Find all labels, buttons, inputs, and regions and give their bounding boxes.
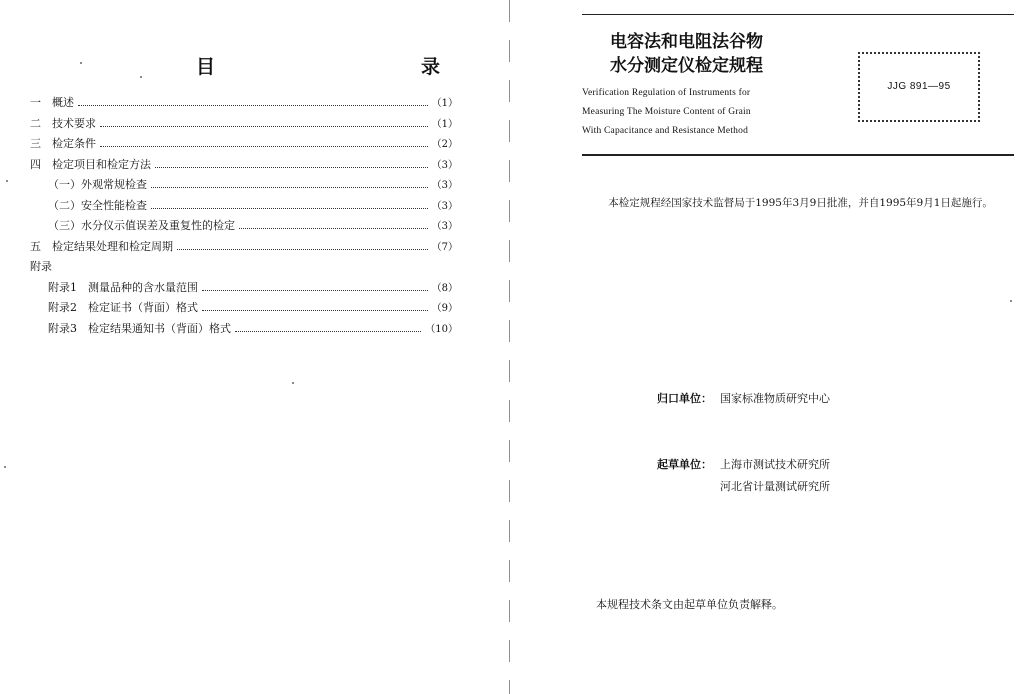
toc-entry (30, 176, 458, 197)
toc-title: 目 录 (196, 56, 497, 78)
responsible-unit-row (622, 388, 830, 410)
toc-entry-page: （9） (431, 303, 458, 314)
drafting-unit-2: 河北省计量测试研究所 (720, 480, 830, 493)
title-en-line-3: With Capacitance and Resistance Method (582, 126, 749, 136)
responsible-unit-value: 国家标准物质研究中心 (720, 392, 830, 405)
title-cn-line-2: 水分测定仪检定规程 (610, 56, 763, 76)
toc-leader-dots (100, 146, 428, 147)
toc-leader-dots (151, 208, 428, 209)
toc-leader-dots (100, 126, 428, 127)
toc-entry (30, 197, 458, 218)
toc-entry-page: （3） (431, 200, 458, 212)
toc-entry-label: 一 概述 (30, 96, 74, 109)
cover-page (512, 0, 1024, 694)
toc-entry-page: （7） (431, 241, 458, 253)
drafting-unit-label: 起草单位： (657, 458, 712, 471)
responsible-unit-label: 归口单位： (657, 392, 712, 405)
toc-entry (30, 238, 458, 259)
drafting-unit-row (622, 454, 830, 498)
scan-speck (140, 76, 142, 78)
toc-entry-page: （2） (431, 139, 458, 150)
approval-statement: 本检定规程经国家技术监督局于1995年3月9日批准，并自1995年9月1日起施行。 (608, 197, 993, 209)
toc-entry (30, 258, 458, 279)
toc-entry-page: （3） (431, 221, 458, 232)
toc-entry (30, 279, 458, 300)
title-en-line-2: Measuring The Moisture Content of Grain (582, 107, 751, 117)
toc-leader-dots (151, 187, 428, 188)
toc-leader-dots (202, 290, 428, 291)
interpretation-note: 本规程技术条文由起草单位负责解释。 (596, 598, 783, 611)
toc-leader-dots (239, 228, 428, 229)
toc-entry-label: 二 技术要求 (30, 116, 96, 130)
toc-entry-label: （二）安全性能检查 (48, 198, 147, 212)
toc-entry (30, 115, 458, 136)
top-rule (582, 14, 1014, 15)
scan-speck (1010, 300, 1012, 302)
toc-entry-label: 附录2 检定证书（背面）格式 (48, 301, 198, 314)
toc-entry-page: （3） (431, 159, 458, 171)
toc-page (0, 0, 510, 694)
toc-leader-dots (235, 331, 421, 332)
toc-entry-label: 五 检定结果处理和检定周期 (30, 239, 173, 253)
toc-entry-label: 附录1 测量品种的含水量范围 (48, 280, 198, 294)
toc-entry-page: （8） (431, 282, 458, 294)
drafting-unit-values (720, 454, 830, 498)
drafting-unit-1: 上海市测试技术研究所 (720, 458, 830, 471)
toc-entry-page: （1） (431, 98, 458, 109)
toc-leader-dots (78, 105, 428, 106)
bottom-rule (582, 154, 1014, 156)
toc-entry-label: （一）外观常规检查 (48, 178, 147, 191)
toc-entry (30, 135, 458, 156)
scan-speck (80, 62, 82, 64)
toc-leader-dots (177, 249, 428, 250)
toc-entry-page: （10） (425, 323, 458, 335)
toc-entry-page: （1） (431, 118, 458, 130)
scan-speck (4, 466, 6, 468)
document-title-english (582, 84, 751, 141)
toc-entry-page: （3） (431, 180, 458, 191)
toc-entry (30, 299, 458, 320)
toc-entry-label: 四 检定项目和检定方法 (30, 157, 151, 171)
page-spine (509, 0, 510, 694)
toc-entry-label: （三）水分仪示值误差及重复性的检定 (48, 219, 235, 232)
standard-code: JJG 891—95 (887, 81, 951, 92)
toc-entry (30, 320, 458, 341)
document-title-chinese (610, 30, 763, 78)
toc-entry (30, 217, 458, 238)
toc-entry-label: 三 检定条件 (30, 137, 96, 150)
title-cn-line-1: 电容法和电阻法谷物 (610, 32, 763, 52)
toc-list (30, 94, 458, 340)
title-en-line-1: Verification Regulation of Instruments for (582, 88, 751, 98)
toc-entry-label: 附录 (30, 260, 52, 273)
toc-leader-dots (202, 310, 428, 311)
toc-entry (30, 156, 458, 177)
scan-speck (6, 180, 8, 182)
toc-leader-dots (155, 167, 428, 168)
scan-speck (292, 382, 294, 384)
toc-entry (30, 94, 458, 115)
standard-code-box (858, 52, 980, 122)
toc-entry-label: 附录3 检定结果通知书（背面）格式 (48, 321, 231, 335)
